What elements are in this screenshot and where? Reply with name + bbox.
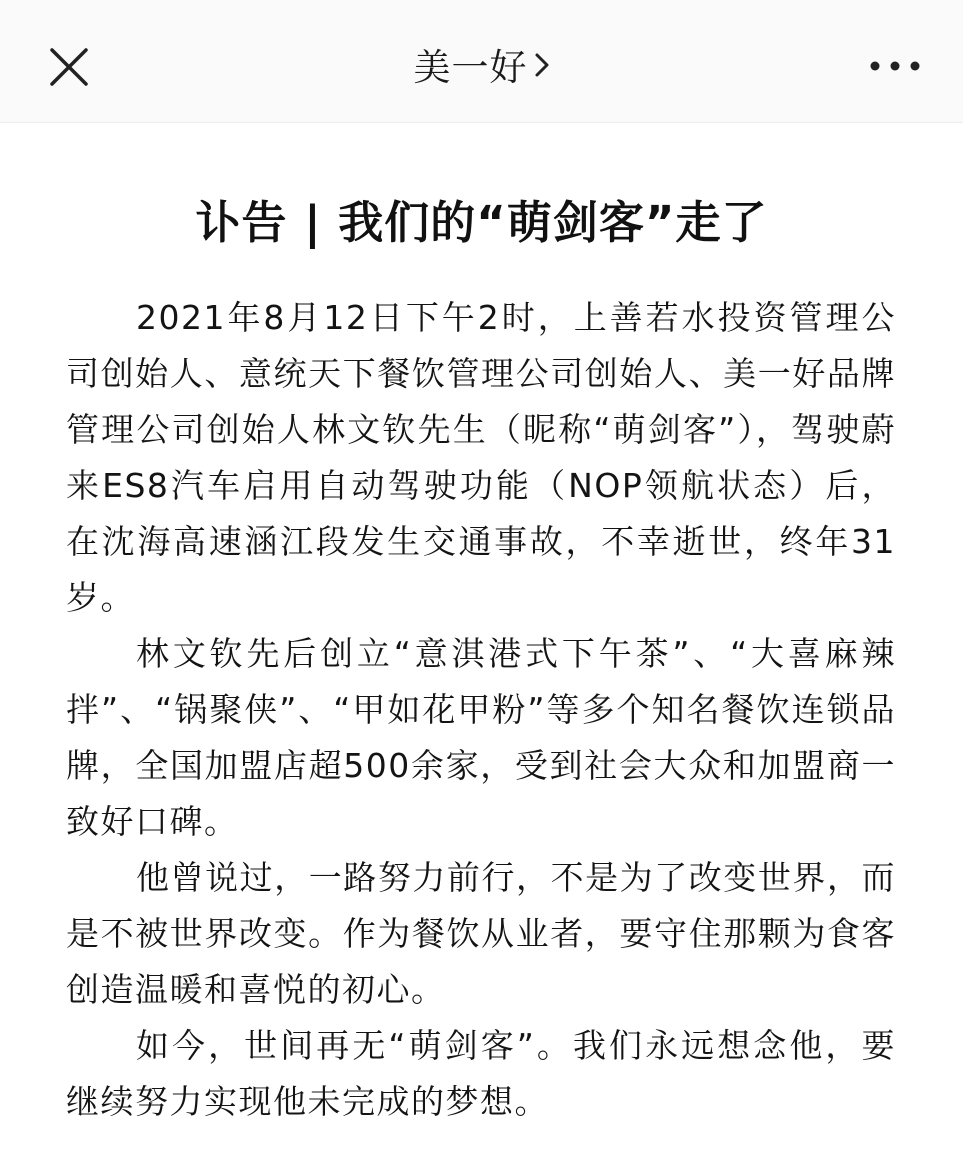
- article-paragraph: 他曾说过，一路努力前行，不是为了改变世界，而是不被世界改变。作为餐饮从业者，要守住那颗为食客创造温暖和喜悦的初心。: [66, 858, 896, 1009]
- article-paragraph: 林文钦先后创立“意淇港式下午茶”、“大喜麻辣拌”、“锅聚侠”、“甲如花甲粉”等多个知名餐饮连锁品牌，全国加盟店超500余家，受到社会大众和加盟商一致好口碑。: [66, 634, 896, 841]
- top-nav-bar: [0, 0, 963, 123]
- account-name-link[interactable]: [0, 40, 963, 98]
- more-button[interactable]: [867, 50, 923, 82]
- more-icon: [867, 50, 923, 82]
- article-paragraph: 如今，世间再无“萌剑客”。我们永远想念他，要继续努力实现他未完成的梦想。: [66, 1026, 896, 1121]
- chevron-right-icon: [534, 39, 550, 95]
- article-paragraph: 2021年8月12日下午2时，上善若水投资管理公司创始人、意统天下餐饮管理公司创始人、美一好品牌管理公司创始人林文钦先生（昵称“萌剑客”），驾驶蔚来ES8汽车启用自动驾驶功能（NOP领航状态）后，在沈海高速涵江段发生交通事故，不幸逝世，终年31岁。: [66, 298, 896, 617]
- article-body: [66, 290, 896, 1130]
- article-title: 讣告 | 我们的“萌剑客”走了: [195, 196, 768, 250]
- account-name: 美一好: [413, 46, 528, 89]
